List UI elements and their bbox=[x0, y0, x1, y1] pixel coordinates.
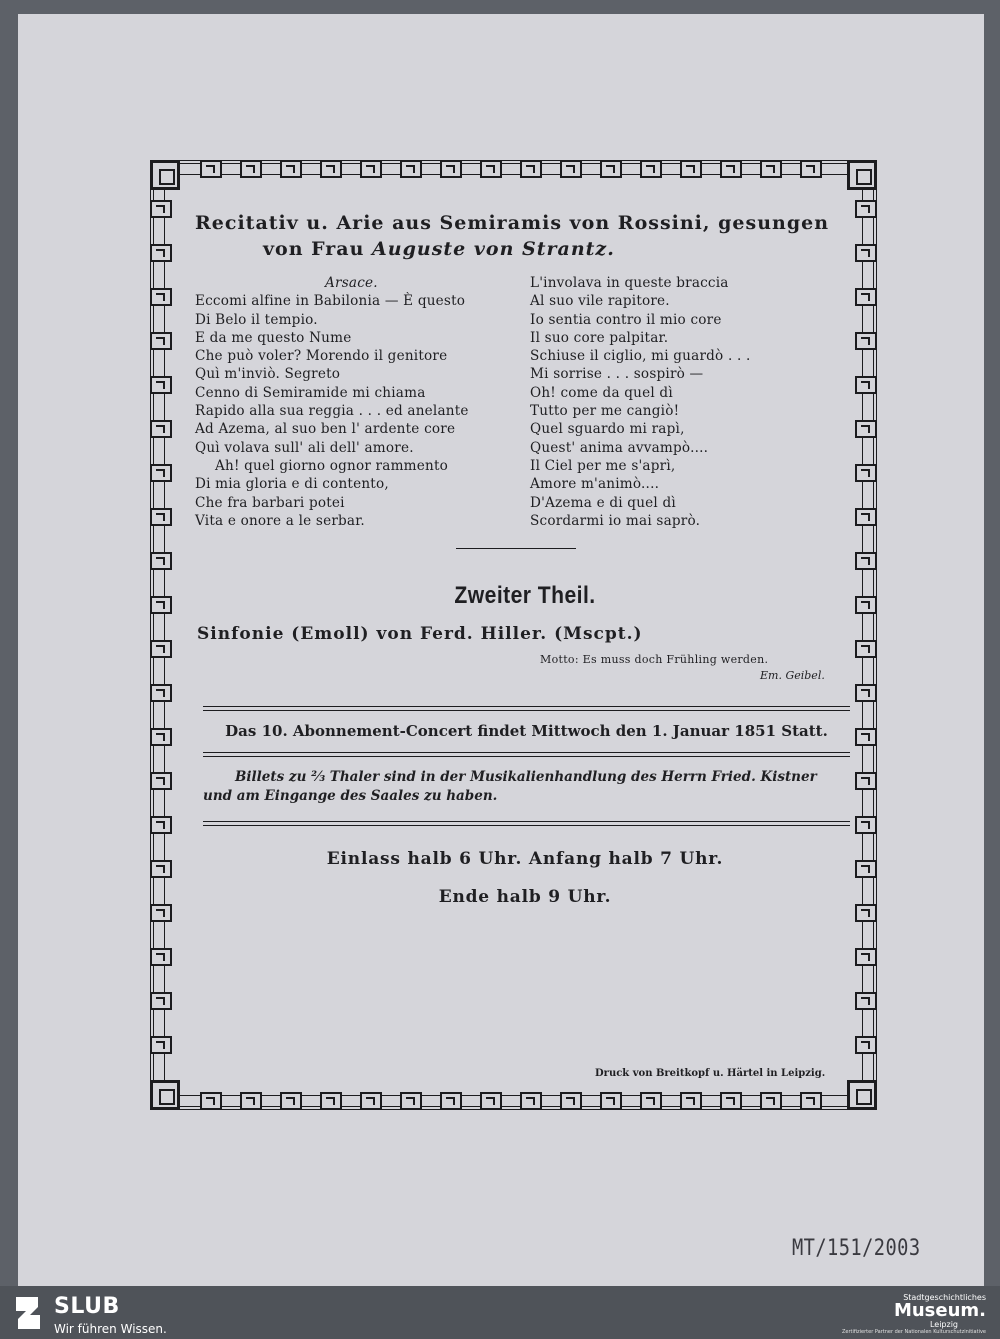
libretto-line: Eccomi alfine in Babilonia — È questo bbox=[195, 293, 466, 310]
section-title: Zweiter Theil. bbox=[454, 582, 596, 609]
libretto-line: Ah! quel giorno ognor rammento bbox=[215, 457, 448, 474]
end-time: Ende halb 9 Uhr. bbox=[438, 887, 612, 907]
ticket-info-line-2: und am Eingange des Saales zu haben. bbox=[203, 788, 498, 804]
libretto-right-column bbox=[530, 274, 850, 530]
double-rule bbox=[203, 821, 850, 826]
libretto-left-column bbox=[195, 274, 525, 530]
museum-header: Stadtgeschichtliches bbox=[903, 1293, 986, 1302]
libretto-line: Che fra barbari potei bbox=[195, 494, 345, 511]
sinfonie-entry: Sinfonie (Emoll) von Ferd. Hiller. (Mscpt.) bbox=[197, 624, 643, 644]
printer-credit: Druck von Breitkopf u. Härtel in Leipzig. bbox=[595, 1068, 826, 1079]
slub-tagline: Wir führen Wissen. bbox=[54, 1322, 167, 1336]
motto-text: Motto: Es muss doch Frühling werden. bbox=[540, 653, 769, 666]
meander-border-right bbox=[855, 200, 877, 1054]
libretto-line: Il Ciel per me s'aprì, bbox=[530, 457, 676, 474]
libretto-line: Tutto per me cangiò! bbox=[530, 403, 680, 420]
libretto-line: Io sentia contro il mio core bbox=[530, 311, 722, 328]
frame-corner-top-right bbox=[847, 160, 877, 190]
double-rule bbox=[203, 706, 850, 711]
slub-logo-icon bbox=[12, 1293, 44, 1333]
handwritten-shelfmark: MT/151/2003 bbox=[792, 1236, 921, 1261]
museum-partner-note: Zertifizierter Partner der Nationalen Kulturschutzinitiative bbox=[841, 1329, 986, 1335]
meander-border-left bbox=[150, 200, 172, 1054]
aria-heading bbox=[195, 210, 855, 262]
admission-times: Einlass halb 6 Uhr. Anfang halb 7 Uhr. bbox=[326, 849, 724, 869]
libretto-line: Schiuse il ciglio, mi guardò . . . bbox=[530, 348, 751, 365]
libretto-line: Oh! come da quel dì bbox=[530, 384, 673, 401]
role-name: Arsace. bbox=[325, 275, 378, 291]
museum-city: Leipzig bbox=[929, 1320, 958, 1329]
libretto-line: Di Belo il tempio. bbox=[195, 311, 318, 328]
singer-name: Auguste von Strantz. bbox=[372, 238, 615, 260]
libretto-line: Quel sguardo mi rapì, bbox=[530, 421, 685, 438]
libretto-line: Rapido alla sua reggia . . . ed anelante bbox=[195, 403, 469, 420]
libretto-line: Di mia gloria e di contento, bbox=[195, 476, 389, 493]
libretto-line: Che può voler? Morendo il genitore bbox=[195, 348, 448, 365]
libretto-line: E da me questo Nume bbox=[195, 329, 352, 346]
libretto-line: Vita e onore a le serbar. bbox=[195, 512, 365, 529]
libretto-line: Mi sorrise . . . sospirò — bbox=[530, 366, 704, 383]
next-concert-announcement: Das 10. Abonnement-Concert findet Mittwoch den 1. Januar 1851 Statt. bbox=[225, 722, 828, 740]
ticket-info bbox=[203, 768, 850, 806]
motto-author: Em. Geibel. bbox=[760, 669, 825, 682]
heading-line-2 bbox=[195, 236, 855, 262]
libretto-line: Scordarmi io mai saprò. bbox=[530, 512, 701, 529]
libretto-line: Ad Azema, al suo ben l' ardente core bbox=[195, 421, 456, 438]
meander-border-top bbox=[200, 160, 822, 178]
libretto-line: L'involava in queste braccia bbox=[530, 275, 729, 291]
heading-prefix: von Frau bbox=[263, 238, 373, 260]
museum-name: Museum. bbox=[893, 1300, 986, 1321]
meander-border-bottom bbox=[200, 1092, 822, 1110]
section-divider bbox=[456, 548, 576, 549]
libretto-line: Quì volava sull' ali dell' amore. bbox=[195, 439, 414, 456]
ticket-info-line-1: Billets zu ⅔ Thaler sind in der Musikalienhandlung des Herrn Fried. Kistner bbox=[235, 769, 817, 785]
libretto-line: Quest' anima avvampò.... bbox=[530, 439, 709, 456]
libretto-line: Amore m'animò.... bbox=[530, 476, 660, 493]
frame-corner-bottom-right bbox=[847, 1080, 877, 1110]
frame-corner-top-left bbox=[150, 160, 180, 190]
libretto-line: Il suo core palpitar. bbox=[530, 329, 669, 346]
libretto-line: Cenno di Semiramide mi chiama bbox=[195, 384, 426, 401]
double-rule bbox=[203, 752, 850, 757]
heading-line-1: Recitativ u. Arie aus Semiramis von Rossini, gesungen bbox=[195, 212, 830, 234]
frame-corner-bottom-left bbox=[150, 1080, 180, 1110]
libretto-line: D'Azema e di quel dì bbox=[530, 494, 676, 511]
libretto-line: Al suo vile rapitore. bbox=[530, 293, 670, 310]
slub-name: SLUB bbox=[54, 1294, 120, 1319]
libretto-line: Quì m'inviò. Segreto bbox=[195, 366, 341, 383]
